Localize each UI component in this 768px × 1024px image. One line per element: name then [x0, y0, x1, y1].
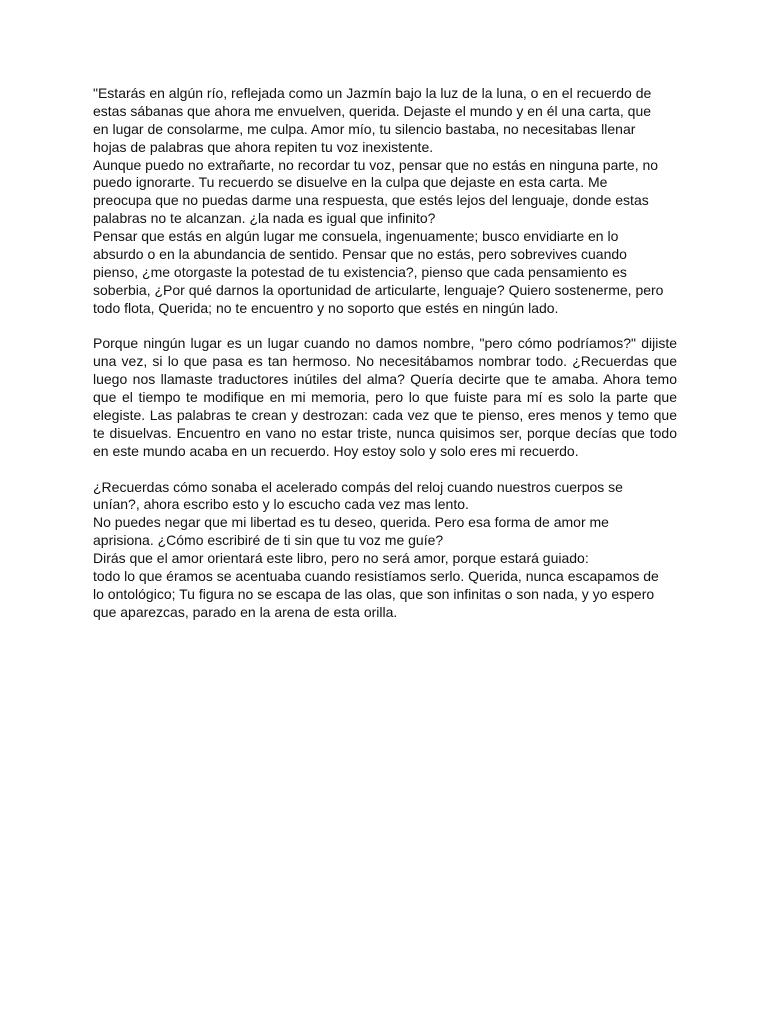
text-line: en este mundo acaba en un recuerdo. Hoy estoy solo y solo eres mi recuerdo.	[93, 442, 579, 459]
text-line: puedo ignorarte. Tu recuerdo se disuelve en la culpa que dejaste en esta carta. Me	[93, 174, 608, 191]
text-line: ¿Recuerdas cómo sonaba el acelerado compás del reloj cuando nuestros cuerpos se	[93, 478, 623, 495]
text-line: todo flota, Querida; no te encuentro y no soporto que estés en ningún lado.	[93, 299, 559, 316]
text-line: que aparezcas, parado en la arena de esta orilla.	[93, 603, 398, 620]
text-line: "Estarás en algún río, reflejada como un Jazmín bajo la luz de la luna, o en el recuerdo de	[93, 85, 652, 101]
paragraph	[93, 335, 677, 460]
paragraph-gap	[93, 318, 677, 336]
text-line: soberbia, ¿Por qué darnos la oportunidad de articularte, lenguaje? Quiero sostenerme, pero	[93, 281, 664, 298]
paragraph-gap	[93, 461, 677, 479]
text-line: pienso, ¿me otorgaste la potestad de tu existencia?, pienso que cada pensamiento es	[93, 263, 627, 280]
text-line: que el tiempo te modifique en mi memoria, pero lo que fuiste para mí es solo la parte que	[93, 389, 677, 406]
text-line: aprisiona. ¿Cómo escribiré de ti sin que tu voz me guíe?	[93, 532, 444, 549]
text-line: todo lo que éramos se acentuaba cuando resistíamos serlo. Querida, nunca escapamos de	[93, 568, 659, 585]
text-line: hojas de palabras que ahora repiten tu voz inexistente.	[93, 138, 434, 155]
text-line: absurdo o en la abundancia de sentido. Pensar que no estás, pero sobrevives cuando	[93, 246, 627, 263]
text-line: Porque ningún lugar es un lugar cuando no damos nombre, "pero cómo podríamos?" dijiste	[93, 335, 677, 352]
text-line: Pensar que estás en algún lugar me consuela, ingenuamente; busco envidiarte en lo	[93, 228, 619, 245]
text-line: una vez, si lo que pasa es tan hermoso. No necesitábamos nombrar todo. ¿Recuerdas que	[93, 353, 677, 370]
paragraph	[93, 85, 677, 318]
text-line: palabras no te alcanzan. ¿la nada es igual que infinito?	[93, 210, 436, 227]
text-line: lo ontológico; Tu figura no se escapa de las olas, que son infinitas o son nada, y yo espero	[93, 585, 655, 602]
text-line: te disuelvas. Encuentro en vano no estar triste, nunca quisimos ser, porque decías que todo	[93, 424, 677, 441]
text-line: preocupa que no puedas darme una respuesta, que estés lejos del lenguaje, donde estas	[93, 192, 649, 209]
text-line: unían?, ahora escribo esto y lo escucho cada vez mas lento.	[93, 496, 469, 513]
text-line: en lugar de consolarme, me culpa. Amor mío, tu silencio bastaba, no necesitabas llenar	[93, 120, 636, 137]
text-line: estas sábanas que ahora me envuelven, querida. Dejaste el mundo y en él una carta, que	[93, 102, 652, 119]
text-line: luego nos llamaste traductores inútiles del alma? Quería decirte que te amaba. Ahora temo	[93, 371, 677, 388]
document-text	[93, 85, 677, 622]
text-line: No puedes negar que mi libertad es tu deseo, querida. Pero esa forma de amor me	[93, 514, 609, 531]
text-line: Aunque puedo no extrañarte, no recordar tu voz, pensar que no estás en ninguna parte, no	[93, 156, 659, 173]
text-line: elegiste. Las palabras te crean y destrozan: cada vez que te pienso, eres menos y temo que	[93, 407, 677, 424]
paragraph	[93, 479, 677, 622]
text-line: Dirás que el amor orientará este libro, pero no será amor, porque estará guiado:	[93, 550, 589, 567]
